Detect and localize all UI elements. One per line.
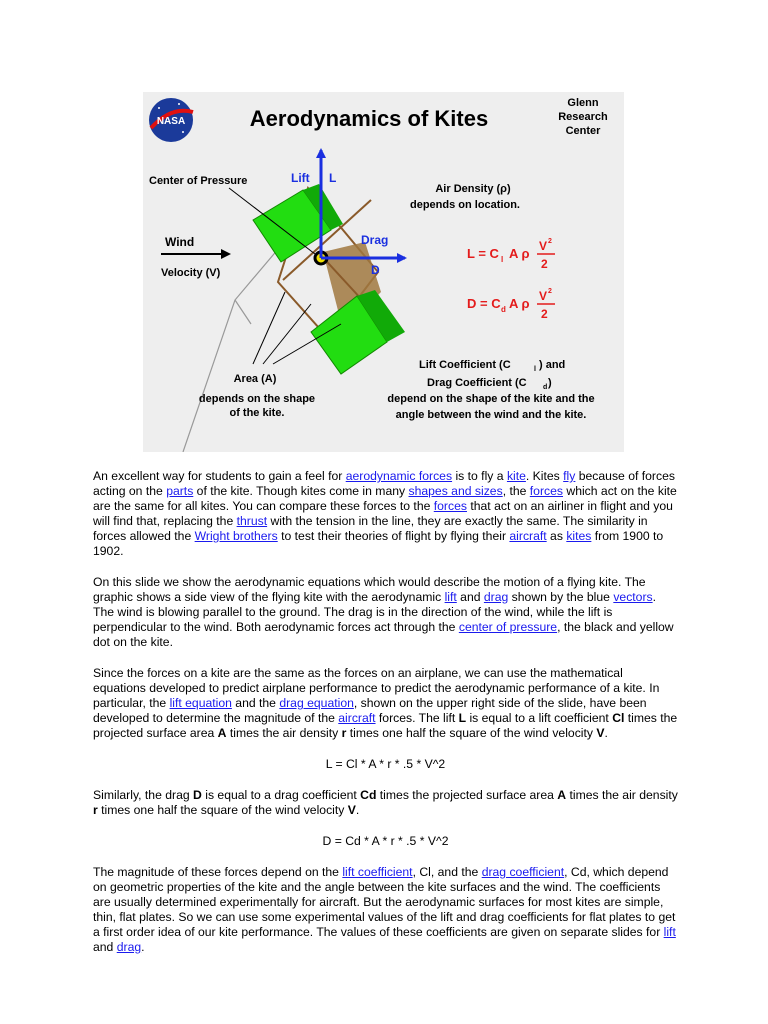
- org-line-3: Center: [565, 125, 601, 137]
- svg-text:l: l: [534, 366, 536, 373]
- link-lift-slide[interactable]: lift: [663, 925, 676, 939]
- lift-equation: [467, 238, 555, 271]
- link-drag-equation[interactable]: drag equation: [279, 696, 354, 710]
- center-of-pressure-label: Center of Pressure: [149, 175, 248, 187]
- svg-text:Area (A): Area (A): [233, 373, 277, 385]
- link-airliner-forces[interactable]: forces: [433, 499, 467, 513]
- paragraph-intro: An excellent way for students to gain a feel for aerodynamic forces is to fly a kite. Kites fly because of forces acting on the parts of the kite. Though kites come in many shapes and sizes, the forces which act on the kite are the same for all kites. You can compare these forces to the forces that act on an airliner in flight and you will find that, replacing the thrust with the tension in the line, they are exactly the same. The similarity in forces allowed the Wright brothers to test their theories of flight by flying their aircraft as kites from 1900 to 1902.: [93, 469, 677, 558]
- drag-label: Drag: [361, 233, 389, 247]
- link-fly[interactable]: fly: [563, 469, 576, 483]
- kite-body: [253, 184, 405, 374]
- paragraph-drag: Similarly, the drag D is equal to a drag coefficient Cd times the projected surface area A times the air density r times one half the square of the wind velocity V.: [93, 788, 678, 817]
- svg-text:2: 2: [541, 307, 548, 321]
- nasa-logo: [149, 98, 193, 142]
- article-body: [93, 469, 678, 971]
- link-thrust[interactable]: thrust: [236, 514, 268, 528]
- svg-text:2: 2: [548, 288, 552, 295]
- link-lift-coefficient[interactable]: lift coefficient: [342, 865, 413, 879]
- link-aircraft-forces[interactable]: aircraft: [338, 711, 376, 725]
- link-aircraft[interactable]: aircraft: [509, 529, 547, 543]
- svg-text:V: V: [539, 289, 548, 303]
- link-kites[interactable]: kites: [566, 529, 592, 543]
- svg-text:Lift Coefficient (C: Lift Coefficient (C: [419, 359, 511, 371]
- area-note: [199, 373, 315, 419]
- org-line-2: Research: [558, 111, 608, 123]
- svg-text:d: d: [543, 384, 548, 391]
- svg-text:angle between the wind and the: angle between the wind and the kite.: [395, 409, 587, 421]
- svg-text:d: d: [501, 305, 506, 314]
- drag-formula: D = Cd * A * r * .5 * V^2: [322, 834, 449, 848]
- figure-title: Aerodynamics of Kites: [249, 106, 489, 131]
- air-density-note: depends on location.: [409, 199, 521, 211]
- lift-label: Lift: [291, 171, 310, 185]
- svg-text:A ρ: A ρ: [509, 296, 530, 311]
- kite-aerodynamics-figure: [143, 92, 624, 452]
- link-vectors[interactable]: vectors: [613, 590, 653, 604]
- link-drag-coefficient[interactable]: drag coefficient: [481, 865, 565, 879]
- coefficient-note: [387, 359, 594, 421]
- svg-text:of the kite.: of the kite.: [229, 407, 285, 419]
- velocity-label: Velocity (V): [161, 267, 221, 279]
- drag-symbol: D: [371, 263, 380, 277]
- wind-label: Wind: [165, 235, 195, 249]
- lift-symbol: L: [329, 171, 337, 185]
- paragraph-equations: On this slide we show the aerodynamic equations which would describe the motion of a flying kite. The graphic shows a side view of the flying kite with the aerodynamic lift and drag shown by the blue vectors. The wind is blowing parallel to the ground. The drag is in the direction of the wind, while the lift is perpendicular to the wind. Both aerodynamic forces act through the center of pressure, the black and yellow dot on the kite.: [93, 575, 674, 649]
- link-lift-equation[interactable]: lift equation: [169, 696, 232, 710]
- svg-text:L = C: L = C: [467, 246, 499, 261]
- paragraph-lift: Since the forces on a kite are the same as the forces on an airplane, we can use the mathematical equations developed to predict airplane performance to predict the aerodynamic performance of a kite. In particular, the lift equation and the drag equation, shown on the upper right side of the slide, have been developed to determine the magnitude of the aircraft forces. The lift L is equal to a lift coefficient Cl times the projected surface area A times the air density r times one half the square of the wind velocity V.: [93, 666, 678, 740]
- link-forces[interactable]: forces: [529, 484, 563, 498]
- svg-text:V: V: [539, 239, 548, 253]
- svg-text:2: 2: [548, 238, 552, 245]
- svg-text:2: 2: [541, 257, 548, 271]
- logo-text: NASA: [156, 116, 186, 127]
- link-parts[interactable]: parts: [166, 484, 194, 498]
- org-line-1: Glenn: [567, 97, 599, 109]
- lift-formula: L = Cl * A * r * .5 * V^2: [325, 757, 446, 771]
- link-lift[interactable]: lift: [444, 590, 457, 604]
- link-shapes-and-sizes[interactable]: shapes and sizes: [408, 484, 503, 498]
- svg-text:A ρ: A ρ: [509, 246, 530, 261]
- link-aerodynamic-forces[interactable]: aerodynamic forces: [345, 469, 453, 483]
- link-drag[interactable]: drag: [483, 590, 509, 604]
- svg-text:Drag Coefficient (C: Drag Coefficient (C: [427, 377, 527, 389]
- figure-graphic: [143, 92, 624, 452]
- drag-equation: [467, 288, 555, 321]
- svg-text:) and: ) and: [539, 359, 566, 371]
- svg-text:depend on the shape of the kit: depend on the shape of the kite and the: [387, 393, 595, 405]
- link-center-of-pressure[interactable]: center of pressure: [458, 620, 558, 634]
- link-kite[interactable]: kite: [506, 469, 526, 483]
- svg-text:D = C: D = C: [467, 296, 501, 311]
- svg-text:): ): [548, 377, 552, 389]
- air-density-label: Air Density (ρ): [435, 183, 511, 195]
- link-wright-brothers[interactable]: Wright brothers: [194, 529, 278, 543]
- svg-text:l: l: [501, 255, 504, 264]
- link-drag-slide[interactable]: drag: [116, 940, 142, 954]
- paragraph-coefficients: The magnitude of these forces depend on the lift coefficient, Cl, and the drag coefficient, Cd, which depend on geometric properties of the kite and the angle between the kite surfaces and the wind. The coefficients are usually determined experimentally for aircraft. But the aerodynamic surfaces for most kites are simple, thin, flat plates. So we can use some experimental values of the lift and drag coefficients for flat plates to get a first order idea of our kite performance. The values of these coefficients are given on separate slides for lift and drag.: [93, 865, 676, 954]
- svg-text:depends on the shape: depends on the shape: [198, 393, 316, 405]
